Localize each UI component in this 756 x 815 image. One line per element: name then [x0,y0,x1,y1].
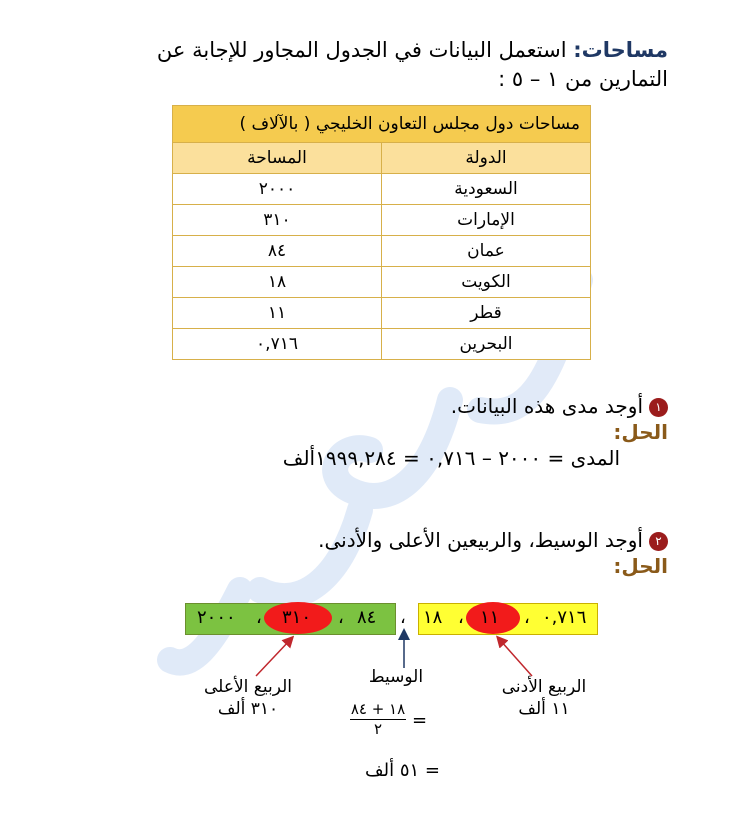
upper-quartile-label: الربيع الأعلى [204,677,292,697]
bar-separator: ، [338,607,344,628]
country-cell: عمان [382,236,591,267]
lower-quartile-arrow [500,640,532,676]
bar-separator: ، [256,607,262,628]
area-cell: ١٨ [173,267,382,298]
solution-label-2: الحل: [613,554,668,578]
area-cell: ٣١٠ [173,205,382,236]
fraction-equals: = [412,710,428,731]
solution-label-1: الحل: [613,420,668,444]
country-cell: البحرين [382,329,591,360]
table-header-area: المساحة [173,143,382,174]
question-1-text: أوجد مدى هذه البيانات. [450,394,643,418]
table-header-country: الدولة [382,143,591,174]
median-label: الوسيط [368,667,424,687]
question-number-badge: ١ [649,398,668,417]
area-cell: ٨٤ [173,236,382,267]
bar-value: ٠,٧١٦ [542,607,587,628]
country-cell: السعودية [382,174,591,205]
bar-value: ٢٠٠٠ [197,607,236,628]
country-cell: الكويت [382,267,591,298]
bar-separator: ، [458,607,464,628]
median-separator: ، [400,607,406,628]
upper-quartile-value: ٣١٠ ألف [217,699,279,719]
country-cell: الإمارات [382,205,591,236]
bar-value: ٨٤ [357,607,377,628]
fraction-denominator: ٢ [373,720,383,738]
median-result: = ٥١ ألف [365,760,440,781]
upper-quartile-arrow [256,640,290,676]
table-caption: مساحات دول مجلس التعاون الخليجي ( بالآلاف ) [173,106,591,143]
area-cell: ٢٠٠٠ [173,174,382,205]
lower-quartile-value: ١١ ألف [518,699,570,719]
bar-value: ٣١٠ [282,607,312,628]
lower-quartile-label: الربيع الأدنى [501,677,587,697]
country-cell: قطر [382,298,591,329]
area-cell: ١١ [173,298,382,329]
fraction-numerator: ١٨ + ٨٤ [350,700,406,718]
area-cell: ٠,٧١٦ [173,329,382,360]
intro-heading: مساحات: [573,38,668,62]
bar-value: ١١ [480,607,500,628]
bar-value: ١٨ [423,607,443,628]
median-fraction [350,700,406,738]
range-answer: المدى = ٢٠٠٠ – ٠,٧١٦ = ١٩٩٩,٢٨٤ألف [282,446,620,470]
intro-text: استعمل البيانات في الجدول المجاور للإجابة عن التمارين من ١ – ٥ : [156,38,668,91]
bar-separator: ، [524,607,530,628]
question-number-badge: ٢ [649,532,668,551]
question-2-text: أوجد الوسيط، والربيعين الأعلى والأدنى. [318,528,643,552]
